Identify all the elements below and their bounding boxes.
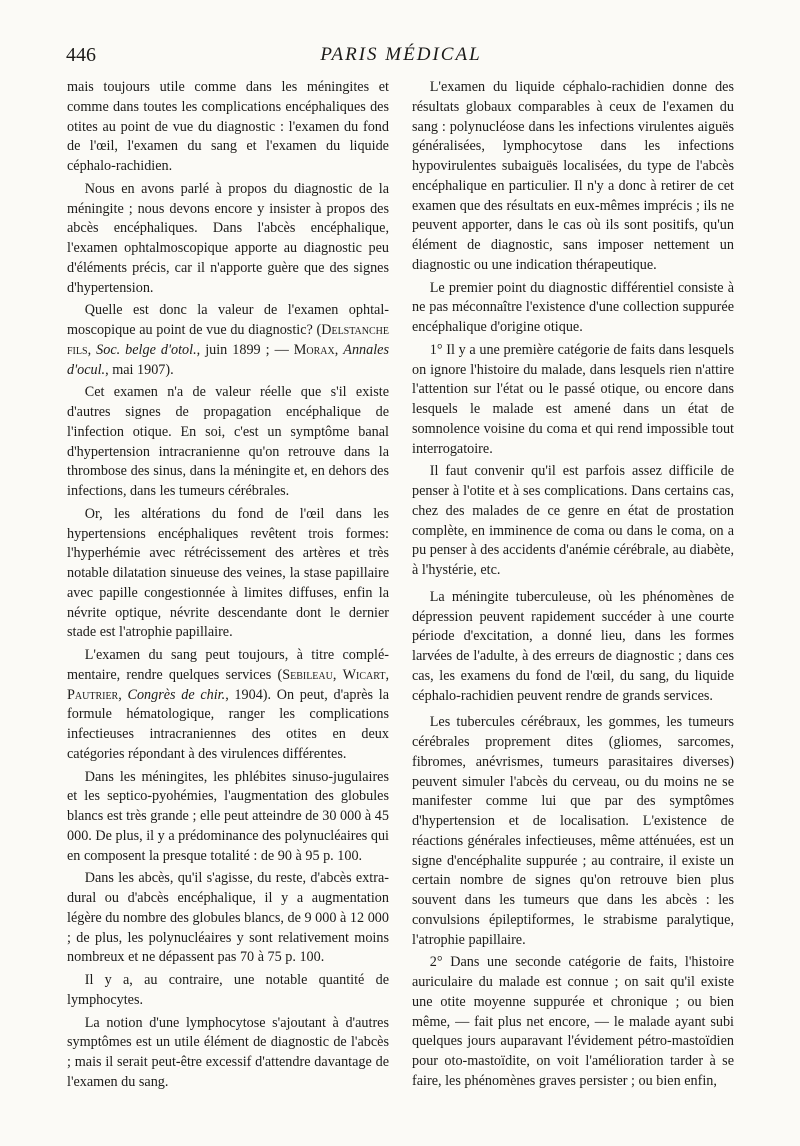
paragraph: 2° Dans une seconde catégorie de faits, l'histoire auriculaire du malade est connue ; on sait qu'il existe une otite moyenne suppurée et chronique ; ou bien même, — fait plus net encore, — le malade ayant subi quelques jours auparavant l'évidement pétro-mastoïdien pour oto-mastoïdite, on voit l'amélioration tarder à se faire, les phénomènes graves persister ; ou bien enfin, <box>412 954 734 1089</box>
paragraph: Dans les abcès, qu'il s'agisse, du reste, d'abcès extra-dural ou d'abcès encéphalique, il y a augmentation légère du nombre des globules blancs, de 9 000 à 12 000 ; de plus, les polynucléaires y sont relativement moins nombreux et ne dépassent pas 70 à 75 p. 100. <box>67 870 389 966</box>
left-column <box>67 78 389 1096</box>
author-name: Delstanche fils <box>67 322 389 358</box>
author-name: Wicart <box>342 666 386 683</box>
citation-title: Soc. belge d'otol. <box>96 341 197 358</box>
text-run: , <box>334 341 344 358</box>
paragraph: La notion d'une lymphocytose s'ajoutant à d'autres symptômes est un utile élément de diagnostic de l'abcès ; mais il serait peut-être excessif d'attendre davantage de l'examen du sang. <box>67 1014 389 1090</box>
running-title: PARIS MÉDICAL <box>320 44 482 65</box>
text-run: Quelle est donc la valeur de l'examen ophtalmoscopique au point de vue du diagnostic? ( <box>67 302 389 338</box>
text-run: L'examen du sang peut toujours, à titre complémentaire, rendre quelques services ( <box>67 647 389 683</box>
author-name: Sebileau <box>282 666 333 683</box>
paragraph: L'examen du liquide céphalo-rachidien donne des résultats globaux comparables à ceux de l'examen du sang : polynucléose dans les infections virulentes aiguës généralisées, lymphocytose dans les infections hypovirulentes subaiguës localisées, du type de l'abcès encéphalique en particulier. Il n'y a donc à retirer de cet examen que des résultats en eux-mêmes imprécis ; ils ne peuvent apporter, dans le cas où ils sont positifs, qu'un élément de diagnostic, sans imposer nettement un diagnostic ou une indication thérapeutique. <box>412 79 734 273</box>
text-run: , <box>332 666 343 683</box>
paragraph: Nous en avons parlé à propos du diagnostic de la méningite ; nous devons encore y insister à propos des abcès encéphaliques. Dans l'abcès encéphalique, l'examen ophtalmoscopique apporte au diagnostic peu d'éléments précis, car il n'apporte guère que des signes d'hypertension. <box>67 180 389 296</box>
text-run: , <box>118 686 128 703</box>
paragraph: Il faut convenir qu'il est parfois assez difficile de penser à l'otite et à ses complications. Dans certains cas, chez des malades de ce genre en état de prostation complète, en imminence de coma ou dans le coma, on a pu penser à des accidents d'anémie cérébrale, au diabète, à l'hystérie, etc. <box>412 463 734 578</box>
paragraph: Les tubercules cérébraux, les gommes, les tumeurs cérébrales proprement dites (gliomes, sarcomes, fibromes, anévrismes, tumeurs parasitaires diverses) peuvent simuler l'abcès du cerveau, ou du moins ne se manifester comme lui que par des symptômes d'hypertension et de localisation. L'existence de réactions générales infectieuses, même atténuées, est un signe d'encéphalite suppurée ; au contraire, il existe un certain nombre de signes qu'on retrouve bien plus souvent dans les tumeurs que dans les abcès : les convulsions épileptiformes, le strabisme paralytique, l'atrophie papillaire. <box>412 714 734 948</box>
paragraph: Le premier point du diagnostic différentiel consiste à ne pas méconnaître l'existence d'une collection suppurée encéphalique d'origine otique. <box>412 279 734 335</box>
paragraph: Cet examen n'a de valeur réelle que s'il existe d'autres signes de propagation encéphalique de l'infection otique. En soi, c'est un symptôme banal d'hypertension intracranienne qu'on retrouve dans la thrombose des sinus, dans la méningite et, en dehors des infections, dans les tumeurs cérébrales. <box>67 384 389 499</box>
author-name: Morax <box>293 341 335 358</box>
page-number: 446 <box>66 44 96 66</box>
paragraph: mais toujours utile comme dans les méningites et comme dans toutes les complications encéphaliques des otites au point de vue du diagnostic : l'examen du fond de l'œil, l'examen du sang et l'examen du liquide céphalo-rachidien. <box>67 79 389 174</box>
text-run: , <box>87 341 97 358</box>
paragraph: La méningite tuberculeuse, où les phénomènes de dépression peuvent rapidement succéder à une courte période d'excitation, a donné lieu, dans les formes larvées de l'adulte, à des erreurs de diagnostic ; dans ces cas, les examens du fond de l'œil, du sang, du liquide céphalo-rachidien peuvent rendre de grands services. <box>412 588 734 704</box>
page-header <box>66 42 736 72</box>
paragraph: 1° Il y a une première catégorie de faits dans lesquels on ignore l'histoire du malade, dans lesquels rien n'attire l'attention sur l'état ou le passé otique, ou encore dans lesquels le malade est amené dans un état de somnolence voisine du coma et qui rend impossible tout interrogatoire. <box>412 341 734 457</box>
citation-title: Congrès de chir. <box>127 686 226 703</box>
paragraph <box>67 301 389 380</box>
paragraph: Dans les méningites, les phlébites sinuso-jugulaires et les septico-pyohémies, l'augmentation des globules blancs est très grande ; elle peut atteindre de 30 000 à 45 000. De plus, il y a prédominance des polynucléaires qui en composent la presque totalité : de 90 à 95 p. 100. <box>67 768 389 864</box>
paragraph <box>67 646 389 765</box>
text-run: , mai 1907). <box>105 361 174 378</box>
text-run: , <box>385 666 389 683</box>
paragraph: Il y a, au contraire, une notable quantité de lymphocytes. <box>67 972 389 1008</box>
author-name: Pautrier <box>67 686 119 703</box>
text-run: , 1904). On peut, d'après la formule hématologique, ranger les complications infectieuses intracraniennes des otites en deux catégories répondant à des virulences différentes. <box>67 686 389 762</box>
right-column <box>412 78 734 1095</box>
paragraph: Or, les altérations du fond de l'œil dans les hypertensions encéphaliques revêtent trois formes: l'hyperhémie avec rétrécissement des artères et très notable dilatation sinueuse des veines, la stase papillaire avec papille congestionnée à limites diffuses, enfin la névrite optique, névrite descendante dont le dernier stade est l'atrophie papillaire. <box>67 505 389 641</box>
text-run: , juin 1899 ; — <box>196 341 294 358</box>
citation-title: Annales d'ocul. <box>67 341 390 378</box>
